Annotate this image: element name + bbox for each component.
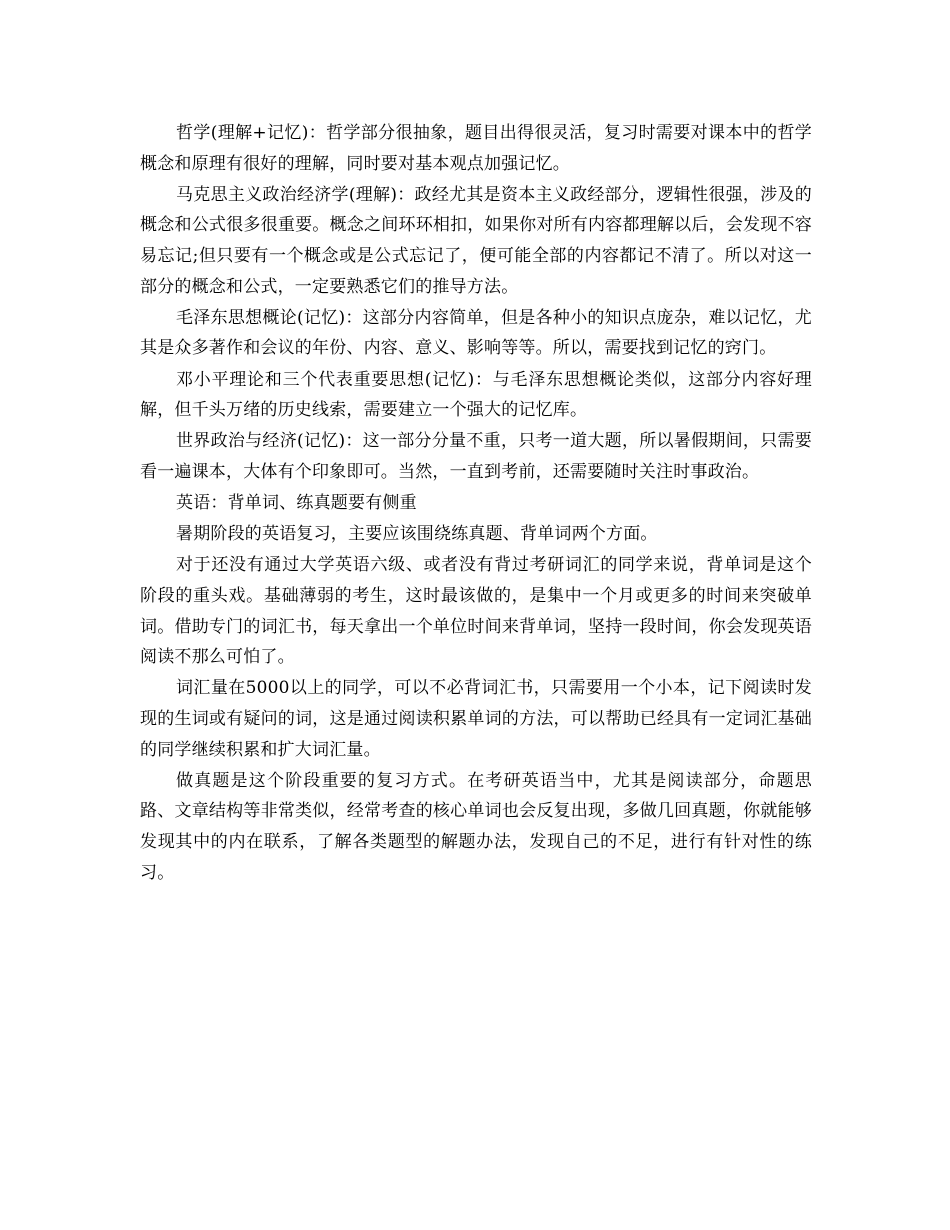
paragraph-past-papers: 做真题是这个阶段重要的复习方式。在考研英语当中，尤其是阅读部分，命题思路、文章结构等非常类似，经常考查的核心单词也会反复出现，多做几回真题，你就能够发现其中的内在联系，了解各类题型的解题办法，发现自己的不足，进行有针对性的练习。: [140, 770, 812, 883]
paragraph-world-politics: 世界政治与经济(记忆)：这一部分分量不重，只考一道大题，所以暑假期间，只需要看一遍课本，大体有个印象即可。当然，一直到考前，还需要随时关注时事政治。: [140, 431, 812, 482]
paragraph-mao-thought: 毛泽东思想概论(记忆)：这部分内容简单，但是各种小的知识点庞杂，难以记忆，尤其是众多著作和会议的年份、内容、意义、影响等等。所以，需要找到记忆的窍门。: [140, 307, 812, 359]
paragraph-english-heading: 英语：背单词、练真题要有侧重: [176, 493, 417, 514]
document-body: [140, 118, 812, 889]
paragraph-vocabulary: 对于还没有通过大学英语六级、或者没有背过考研词汇的同学来说，背单词是这个阶段的重头戏。基础薄弱的考生，这时最该做的，是集中一个月或更多的时间来突破单词。借助专门的词汇书，每天拿出一个单位时间来背单词，坚持一段时间，你会发现英语阅读不那么可怕了。: [140, 555, 812, 668]
paragraph-deng-theory: 邓小平理论和三个代表重要思想(记忆)：与毛泽东思想概论类似，这部分内容好理解，但千头万绪的历史线索，需要建立一个强大的记忆库。: [140, 369, 812, 421]
paragraph-summer-english: 暑期阶段的英语复习，主要应该围绕练真题、背单词两个方面。: [176, 524, 658, 545]
paragraph-vocabulary-advanced: 词汇量在5000以上的同学，可以不必背词汇书，只需要用一个小本，记下阅读时发现的生词或有疑问的词，这是通过阅读积累单词的方法，可以帮助已经具有一定词汇基础的同学继续积累和扩大词汇量。: [140, 678, 812, 760]
paragraph-political-economy: 马克思主义政治经济学(理解)：政经尤其是资本主义政经部分，逻辑性很强，涉及的概念和公式很多很重要。概念之间环环相扣，如果你对所有内容都理解以后，会发现不容易忘记;但只要有一个概念或是公式忘记了，便可能全部的内容都记不清了。所以对这一部分的概念和公式，一定要熟悉它们的推导方法。: [140, 184, 812, 297]
paragraph-philosophy: 哲学(理解+记忆)：哲学部分很抽象，题目出得很灵活，复习时需要对课本中的哲学概念和原理有很好的理解，同时要对基本观点加强记忆。: [140, 123, 812, 174]
